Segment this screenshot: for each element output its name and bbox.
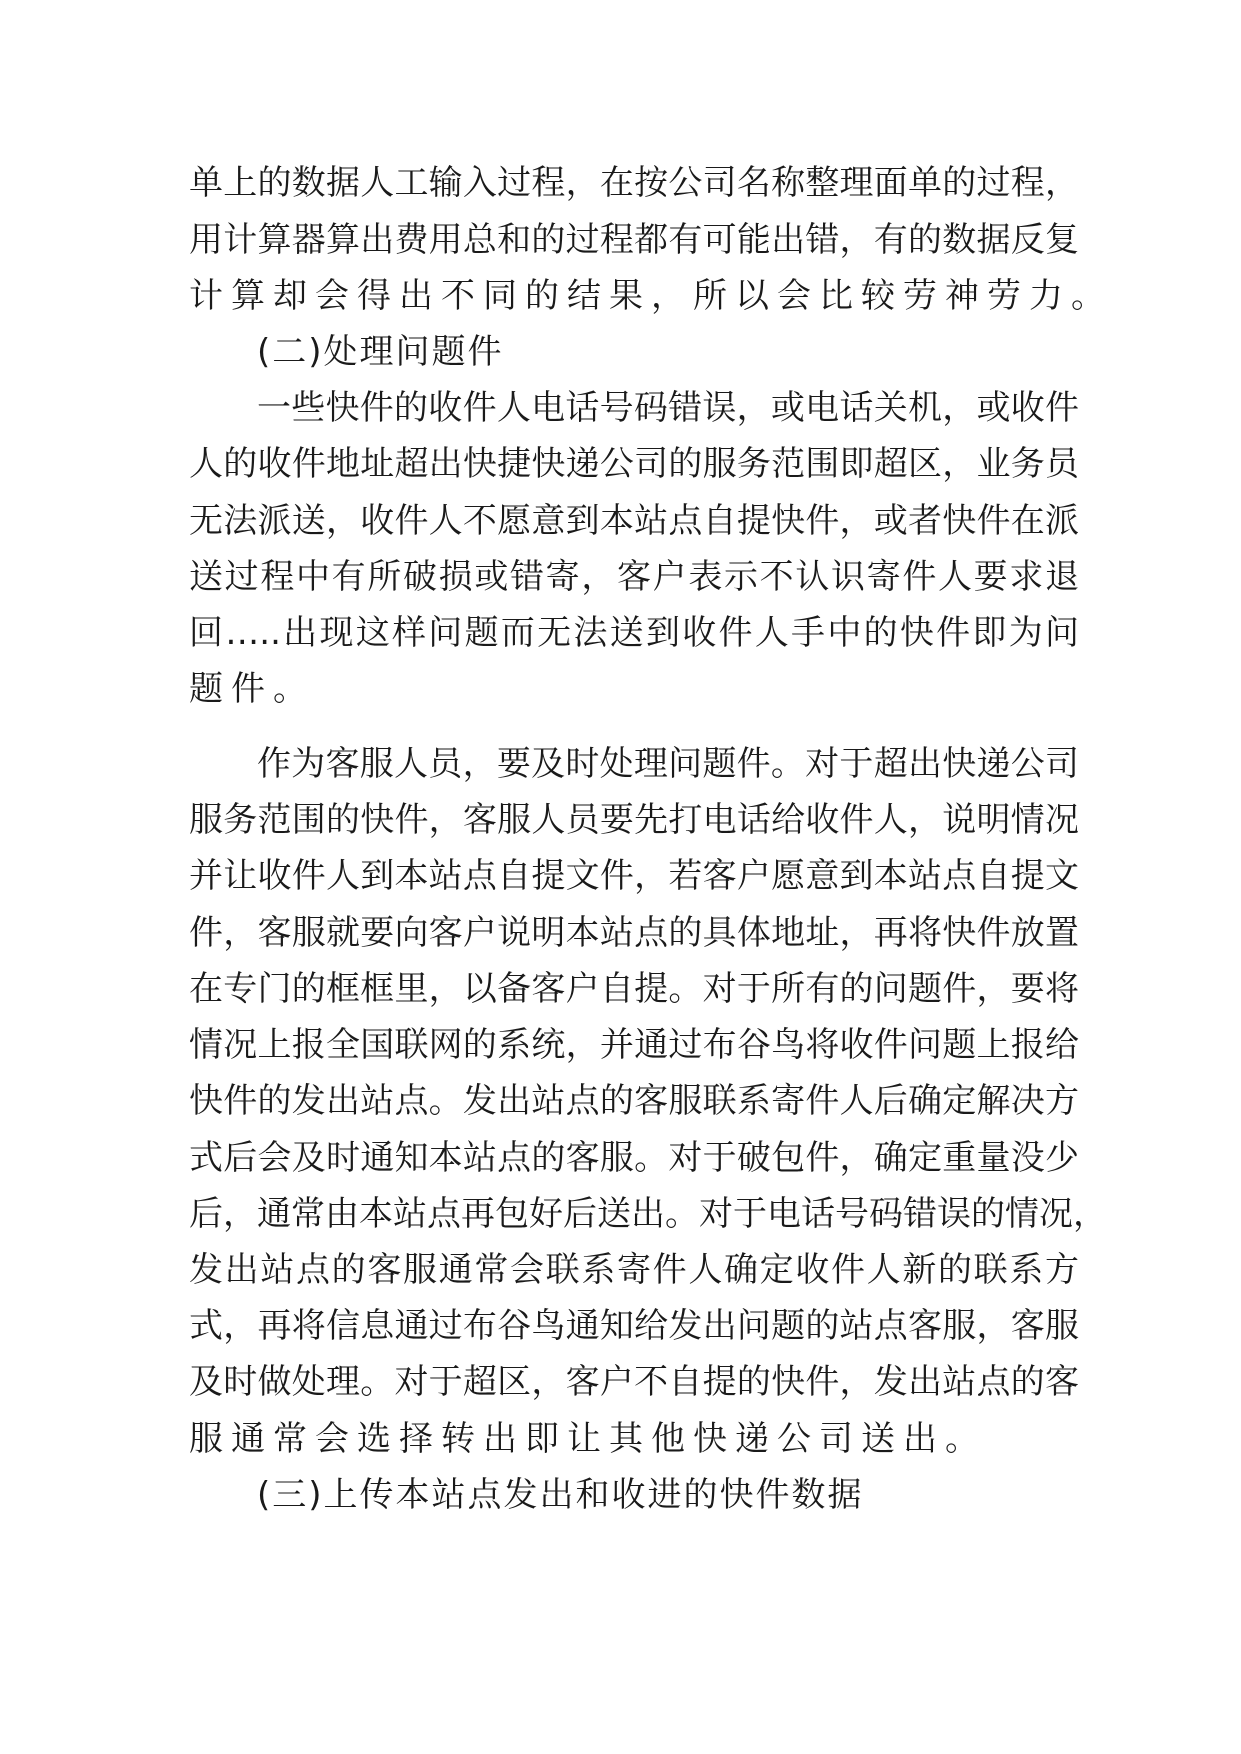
paragraph-line: 服务范围的快件，客服人员要先打电话给收件人，说明情况 <box>189 800 1079 840</box>
paragraph-line: 情况上报全国联网的系统，并通过布谷鸟将收件问题上报给 <box>189 1025 1079 1065</box>
paragraph-line: 服通常会选择转出即让其他快递公司送出。 <box>189 1419 987 1459</box>
paragraph-line: 单上的数据人工输入过程，在按公司名称整理面单的过程， <box>189 163 1079 203</box>
paragraph-line: 题件。 <box>189 669 315 709</box>
paragraph-line: 人的收件地址超出快捷快递公司的服务范围即超区，业务员 <box>189 444 1079 484</box>
paragraph-line: 回…..出现这样问题而无法送到收件人手中的快件即为问 <box>189 613 1079 653</box>
paragraph-line: 并让收件人到本站点自提文件，若客户愿意到本站点自提文 <box>189 856 1079 896</box>
paragraph-line: 件，客服就要向客户说明本站点的具体地址，再将快件放置 <box>189 913 1079 953</box>
paragraph-line: 计算却会得出不同的结果，所以会比较劳神劳力。 <box>189 276 1113 316</box>
paragraph-line: 在专门的框框里，以备客户自提。对于所有的问题件，要将 <box>189 969 1079 1009</box>
paragraph-line: 快件的发出站点。发出站点的客服联系寄件人后确定解决方 <box>189 1081 1079 1121</box>
paragraph-line: 一些快件的收件人电话号码错误，或电话关机，或收件 <box>257 388 1079 428</box>
paragraph-line: 用计算器算出费用总和的过程都有可能出错，有的数据反复 <box>189 220 1079 260</box>
paragraph-line: 及时做处理。对于超区，客户不自提的快件，发出站点的客 <box>189 1362 1079 1402</box>
section-heading: (二)处理问题件 <box>257 332 504 372</box>
paragraph-line: 作为客服人员，要及时处理问题件。对于超出快递公司 <box>257 744 1079 784</box>
paragraph-line: 送过程中有所破损或错寄，客户表示不认识寄件人要求退 <box>189 557 1079 597</box>
paragraph-line: 发出站点的客服通常会联系寄件人确定收件人新的联系方 <box>189 1250 1079 1290</box>
paragraph-line: 无法派送，收件人不愿意到本站点自提快件，或者快件在派 <box>189 501 1079 541</box>
section-heading: (三)上传本站点发出和收进的快件数据 <box>257 1475 864 1515</box>
paragraph-line: 式，再将信息通过布谷鸟通知给发出问题的站点客服，客服 <box>189 1306 1079 1346</box>
paragraph-line: 式后会及时通知本站点的客服。对于破包件，确定重量没少 <box>189 1138 1079 1178</box>
paragraph-line: 后，通常由本站点再包好后送出。对于电话号码错误的情况， <box>189 1194 1107 1234</box>
